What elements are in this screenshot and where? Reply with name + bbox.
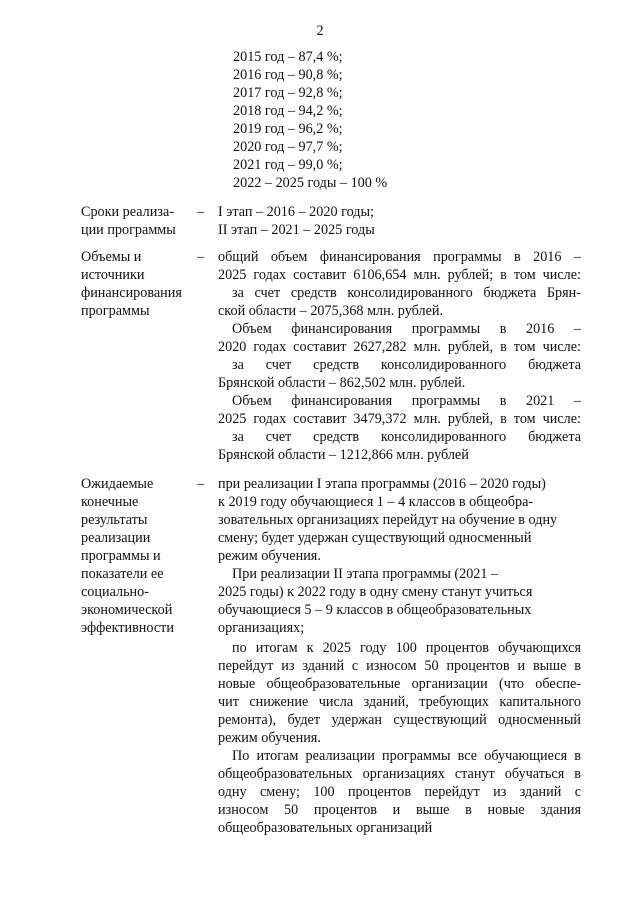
- percent-line: 2019 год – 96,2 %;: [233, 121, 343, 137]
- results-line: По итогам реализации программы все обучающиеся в: [232, 748, 581, 764]
- funding-line: ской области – 2075,368 млн. рублей.: [218, 303, 444, 319]
- terms-line: II этап – 2021 – 2025 годы: [218, 222, 375, 238]
- funding-line: 2025 годах составит 3479,372 млн. рублей, в том числе:: [218, 411, 581, 427]
- funding-line: Брянской области – 862,502 млн. рублей.: [218, 375, 466, 391]
- terms-line: I этап – 2016 – 2020 годы;: [218, 204, 374, 220]
- results-label-line: реализации: [81, 530, 151, 546]
- results-line: обучающиеся 5 – 9 классов в общеобразовательных: [218, 602, 532, 618]
- percent-line: 2022 – 2025 годы – 100 %: [233, 175, 388, 191]
- funding-label-line: финансирования: [81, 285, 182, 301]
- funding-label-line: Объемы и: [81, 249, 142, 265]
- results-line: износом 50 процентов и выше в новые здания: [218, 802, 581, 818]
- results-line: к 2019 году обучающиеся 1 – 4 классов в общеобра-: [218, 494, 534, 510]
- page-number: 2: [316, 23, 324, 39]
- percent-line: 2021 год – 99,0 %;: [233, 157, 343, 173]
- percent-line: 2016 год – 90,8 %;: [233, 67, 343, 83]
- results-line: 2025 годы) к 2022 году в одну смену станут учиться: [218, 584, 533, 600]
- results-line: организациях;: [218, 620, 305, 636]
- results-label-line: социально-: [81, 584, 149, 600]
- results-label-line: экономической: [81, 602, 173, 618]
- percent-line: 2017 год – 92,8 %;: [233, 85, 343, 101]
- funding-line: Объем финансирования программы в 2016 –: [232, 321, 581, 337]
- results-line: режим обучения.: [218, 548, 321, 564]
- results-line: смену; будет удержан существующий односменный: [218, 530, 532, 546]
- results-label-line: конечные: [81, 494, 139, 510]
- results-label-line: показатели ее: [81, 566, 164, 582]
- results-line: по итогам к 2025 году 100 процентов обучающихся: [232, 640, 581, 656]
- results-label-line: результаты: [81, 512, 148, 528]
- terms-label-line: Сроки реализа-: [81, 204, 174, 220]
- results-label-line: эффективности: [81, 620, 174, 636]
- results-label-line: Ожидаемые: [81, 476, 154, 492]
- results-line: новые общеобразовательные организации (что обеспе-: [218, 676, 581, 692]
- results-dash: –: [197, 476, 205, 492]
- results-line: зовательных организациях перейдут на обучение в одну: [218, 512, 558, 528]
- funding-line: 2025 годах составит 6106,654 млн. рублей; в том числе:: [218, 267, 581, 283]
- results-line: ремонта), будет удержан существующий односменный: [218, 712, 581, 728]
- results-label-line: программы и: [81, 548, 161, 564]
- results-line: общеобразовательных организациях станут обучаться в: [218, 766, 581, 782]
- funding-line: общий объем финансирования программы в 2016 –: [218, 249, 581, 265]
- funding-line: за счет средств консолидированного бюджета: [232, 357, 581, 373]
- results-line: режим обучения.: [218, 730, 321, 746]
- funding-dash: –: [197, 249, 205, 265]
- percent-line: 2020 год – 97,7 %;: [233, 139, 343, 155]
- funding-line: за счет средств консолидированного бюджета Брян-: [232, 285, 581, 301]
- percent-line: 2015 год – 87,4 %;: [233, 49, 343, 65]
- funding-line: Объем финансирования программы в 2021 –: [232, 393, 581, 409]
- funding-label-line: программы: [81, 303, 150, 319]
- funding-line: за счет средств консолидированного бюджета: [232, 429, 581, 445]
- results-line: При реализации II этапа программы (2021 –: [232, 566, 499, 582]
- results-line: перейдут из зданий с износом 50 процентов и выше в: [218, 658, 581, 674]
- funding-line: 2020 годах составит 2627,282 млн. рублей, в том числе:: [218, 339, 581, 355]
- percent-line: 2018 год – 94,2 %;: [233, 103, 343, 119]
- terms-dash: –: [197, 204, 205, 220]
- funding-label-line: источники: [81, 267, 145, 283]
- results-line: при реализации I этапа программы (2016 – 2020 годы): [218, 476, 546, 492]
- results-line: чит снижение числа зданий, требующих капитального: [218, 694, 581, 710]
- funding-line: Брянской области – 1212,866 млн. рублей: [218, 447, 469, 463]
- results-line: общеобразовательных организаций: [218, 820, 433, 836]
- results-line: одну смену; 100 процентов перейдут из зданий с: [218, 784, 581, 800]
- terms-label-line: ции программы: [81, 222, 176, 238]
